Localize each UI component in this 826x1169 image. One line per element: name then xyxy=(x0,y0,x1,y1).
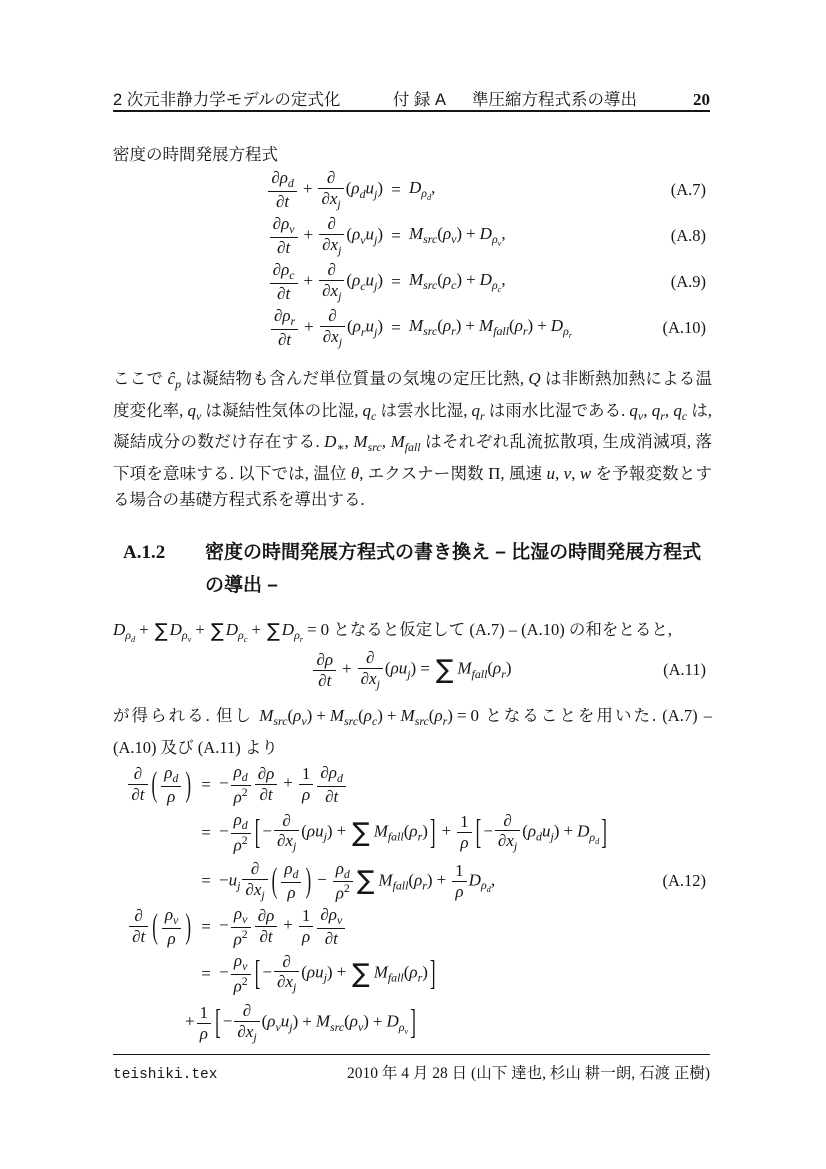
equation-number: (A.7) xyxy=(670,180,706,199)
equation-number: (A.11) xyxy=(663,660,706,679)
equation-relation: = xyxy=(201,871,211,890)
equation-relation: = xyxy=(201,916,211,936)
fraction: $\frac{\partial\rho_d}{\partial t}$ xyxy=(268,168,297,211)
summation-sign: ∑ xyxy=(352,817,370,848)
equation-relation: = xyxy=(391,272,401,291)
paragraph-result: が得られる. 但し $M_{src}(\rho_v) + M_{src}(\rho_c) + M_{src}(\rho_r) = 0$ となることを用いた. (A.7) – (A.10) 及び (A.11) より xyxy=(113,706,712,757)
equation-block-sum xyxy=(113,645,710,695)
equation-rhs: $D_{\rho_d}$, xyxy=(409,177,436,203)
equation-line xyxy=(113,904,710,949)
equation-line xyxy=(113,807,710,858)
fraction: $\frac{\rho_v}{\rho^2}$ xyxy=(231,904,251,949)
fraction: $\frac{\rho_d}{\rho^2}$ xyxy=(333,859,353,904)
footer-date-authors: 2010 年 4 月 28 日 (山下 達也, 杉山 耕一朗, 石渡 正樹) xyxy=(347,1065,710,1082)
inline-math: $q_c$ xyxy=(362,400,377,423)
fraction: $\frac{\partial\rho_r}{\partial t}$ xyxy=(271,306,298,349)
equation-lhs: $\frac{\partial\rho_v}{\partial t}$ + ∂ $\partial x_j$ $(\rho_vu_j)$ xyxy=(113,214,383,257)
fraction: ∂ $\partial x_j$ xyxy=(242,859,267,902)
equation-lhs: ∂ ∂t ( $\frac{\rho_v}{\rho}$ ) xyxy=(113,905,193,948)
equation-line xyxy=(113,762,710,807)
equation-number: (A.9) xyxy=(670,272,706,291)
summation-sign: ∑ xyxy=(435,655,454,685)
equation-number: (A.8) xyxy=(670,226,706,245)
equation-block-density xyxy=(113,167,710,351)
equation-number: (A.12) xyxy=(662,871,706,890)
paragraph-assumption: $D_{\rho_d}+$ ∑ $D_{\rho_v}+$ ∑ $D_{\rho_c}+$ ∑ $D_{\rho_r}= 0$ となると仮定して (A.7) – (A.10) の和をとると, xyxy=(113,620,672,645)
equation-relation: = xyxy=(391,180,401,199)
equation-rhs: − $\frac{\rho_d}{\rho^2}$ $\frac{\partial\rho}{\partial t}$ + $\frac{1}{\rho}$ $\frac{\partial\rho_d}{\partial t}$ xyxy=(219,762,348,807)
footer-rule xyxy=(113,1054,710,1055)
equation-line xyxy=(113,167,710,213)
fraction: $\frac{\rho_d}{\rho}$ xyxy=(161,763,181,806)
fraction: ∂ ∂t xyxy=(128,764,147,804)
header-rule xyxy=(113,110,710,112)
equation-lhs: ∂ ∂t ( $\frac{\rho_d}{\rho}$ ) xyxy=(113,763,193,806)
fraction: $\frac{\partial\rho_d}{\partial t}$ xyxy=(317,763,346,806)
fraction: $\frac{\rho_d}{\rho^2}$ xyxy=(231,762,251,807)
fraction: ∂ $\partial x_j$ xyxy=(274,952,299,995)
header-appendix-title: 準圧縮方程式系の導出 xyxy=(472,91,637,109)
section-heading xyxy=(123,536,710,602)
equation-line xyxy=(113,213,710,259)
equation-rhs: − $\frac{\rho_d}{\rho^2}$ [ − ∂ $\partial x_j$ $(\rho u_j)$ + ∑ $M_{fall}(\rho_r)$ ] + $\frac{1}{\rho}$ [ − ∂ $\partial x_j$ $(\rho_du_j) + D_{\rho_d}$ ] xyxy=(219,810,607,855)
equation-rhs: − $\frac{\rho_v}{\rho^2}$ [ − ∂ $\partial x_j$ $(\rho u_j)$ + ∑ $M_{fall}(\rho_r)$ ] xyxy=(219,951,436,996)
fraction: ∂ $\partial x_j$ xyxy=(319,214,344,257)
inline-math: θ xyxy=(350,463,360,483)
equation-relation: = xyxy=(201,963,211,983)
equation-rhs: $M_{src}(\rho_v) + D_{\rho_v}$, xyxy=(409,223,506,249)
section-title-line2: の導出 – xyxy=(205,575,278,596)
summation-sign: ∑ xyxy=(154,620,168,642)
equation-lhs: $\frac{\partial\rho_d}{\partial t}$ + ∂ $\partial x_j$ $(\rho_du_j)$ xyxy=(113,168,383,211)
equation-body: $\frac{\partial\rho}{\partial t}$ + ∂ $\partial x_j$ $(\rho u_j)$ = ∑ $M_{fall}(\rho_r)$ xyxy=(311,648,511,691)
equation-lhs: $\frac{\partial\rho_c}{\partial t}$ + ∂ $\partial x_j$ $(\rho_cu_j)$ xyxy=(113,260,383,303)
inline-math: u, v, w xyxy=(546,463,592,483)
fraction: ∂ $\partial x_j$ xyxy=(274,811,299,854)
equation-line xyxy=(113,858,710,904)
equation-line xyxy=(113,645,710,695)
equation-rhs: − $\frac{\rho_v}{\rho^2}$ $\frac{\partial\rho}{\partial t}$ + $\frac{1}{\rho}$ $\frac{\partial\rho_v}{\partial t}$ xyxy=(219,904,347,949)
fraction: ∂ ∂t xyxy=(129,906,148,946)
equation-lhs: $\frac{\partial\rho_r}{\partial t}$ + ∂ $\partial x_j$ $(\rho_ru_j)$ xyxy=(113,306,383,349)
footer-filename: teishiki.tex xyxy=(113,1067,218,1083)
equation-rhs: $M_{src}(\rho_c) + D_{\rho_c}$, xyxy=(409,269,506,295)
fraction: $\frac{\partial\rho}{\partial t}$ xyxy=(255,764,278,804)
section-number: A.1.2 xyxy=(123,542,166,563)
page-number: 20 xyxy=(693,90,710,109)
fraction: $\frac{\partial\rho}{\partial t}$ xyxy=(313,650,336,690)
fraction: $\frac{1}{\rho}$ xyxy=(457,812,472,852)
fraction: $\frac{\rho_d}{\rho^2}$ xyxy=(231,810,251,855)
inline-math: $D_{\rho_d}+$ ∑ $D_{\rho_v}+$ ∑ $D_{\rho_c}+$ ∑ $D_{\rho_r}= 0$ xyxy=(113,620,330,645)
equation-relation: = xyxy=(391,226,401,245)
running-header xyxy=(113,86,710,110)
section-title xyxy=(205,536,701,602)
equation-line xyxy=(113,259,710,305)
equation-relation: = xyxy=(391,318,401,337)
paragraph-definitions: ここで $ĉ_p$ は凝結物も含んだ単位質量の気塊の定圧比熱, Q は非断熱加熱による温度変化率, $q_v$ は凝結性気体の比湿, $q_c$ は雲水比湿, $q_r$ は雨水比湿である. $q_v$, $q_r$, $q_c$ は, 凝結成分の数だけ存在する. $D_∗$, $M_{src}$, $M_{fall}$ はそれぞれ乱流拡散項, 生成消滅項, 落下項を意味する. 以下では, 温位 θ, エクスナー関数 Π, 風速 u, v, w を予報変数とする場合の基礎方程式系を導出する. xyxy=(113,369,713,510)
inline-math: Q xyxy=(528,369,541,388)
inline-math: $q_v$, $q_r$, $q_c$ xyxy=(629,400,688,423)
fraction: $\frac{1}{\rho}$ xyxy=(299,764,314,804)
summation-sign: ∑ xyxy=(266,620,280,642)
section-title-line1: 密度の時間発展方程式の書き換え – 比湿の時間発展方程式 xyxy=(205,542,702,563)
fraction: ∂ $\partial x_j$ xyxy=(495,811,520,854)
inline-math: $q_v$ xyxy=(187,400,202,423)
inline-math: $M_{src}(\rho_v) + M_{src}(\rho_c) + M_{src}(\rho_r) = 0$ xyxy=(259,706,480,729)
equation-relation: = xyxy=(201,774,211,794)
equation-block-derivation xyxy=(113,762,710,1048)
fraction: $\frac{1}{\rho}$ xyxy=(197,1003,212,1043)
fraction: ∂ $\partial x_j$ xyxy=(358,648,383,691)
fraction: $\frac{1}{\rho}$ xyxy=(452,861,467,901)
fraction: $\frac{\rho_d}{\rho}$ xyxy=(281,859,301,902)
fraction: $\frac{1}{\rho}$ xyxy=(299,906,314,946)
inline-math: $D_∗$, $M_{src}$, $M_{fall}$ xyxy=(324,432,421,455)
equation-rhs: $M_{src}(\rho_r) + M_{fall}(\rho_r) + D_{\rho_r}$ xyxy=(409,315,573,341)
equation-relation: = xyxy=(201,822,211,842)
equation-line xyxy=(113,949,710,998)
equation-rhs: + $\frac{1}{\rho}$ [ − ∂ $\partial x_j$ $(\rho_vu_j) + M_{src}(\rho_v) + D_{\rho_v}$ ] xyxy=(185,1001,416,1044)
summation-sign: ∑ xyxy=(352,958,370,989)
equation-line xyxy=(113,305,710,351)
inline-math: $q_r$ xyxy=(471,400,485,423)
fraction: ∂ $\partial x_j$ xyxy=(319,260,344,303)
header-chapter-title: 2 次元非静力学モデルの定式化 xyxy=(113,91,341,109)
equation-number: (A.10) xyxy=(662,318,706,337)
fraction: $\frac{\rho_v}{\rho^2}$ xyxy=(231,951,251,996)
fraction: $\frac{\rho_v}{\rho}$ xyxy=(162,905,181,948)
fraction: ∂ $\partial x_j$ xyxy=(234,1001,259,1044)
equation-rhs: $-u_j$ ∂ $\partial x_j$ ( $\frac{\rho_d}{\rho}$ ) − $\frac{\rho_d}{\rho^2}$ ∑ $M_{fall}(\rho_r)$ + $\frac{1}{\rho}$ $D_{\rho_d}$, xyxy=(219,858,496,903)
header-appendix-label: 付 録 A xyxy=(392,91,446,109)
fraction: ∂ $\partial x_j$ xyxy=(320,306,345,349)
summation-sign: ∑ xyxy=(356,866,375,896)
footer xyxy=(113,1061,710,1083)
fraction: $\frac{\partial\rho_v}{\partial t}$ xyxy=(317,905,345,948)
fraction: $\frac{\partial\rho}{\partial t}$ xyxy=(255,906,278,946)
lead-line: 密度の時間発展方程式 xyxy=(113,145,278,164)
inline-math: Π xyxy=(488,463,501,483)
fraction: $\frac{\partial\rho_c}{\partial t}$ xyxy=(270,260,298,303)
summation-sign: ∑ xyxy=(210,620,224,642)
equation-line xyxy=(113,998,710,1048)
fraction: ∂ $\partial x_j$ xyxy=(318,168,343,211)
fraction: $\frac{\partial\rho_v}{\partial t}$ xyxy=(270,214,298,257)
inline-math: $ĉ_p$ xyxy=(167,369,182,392)
